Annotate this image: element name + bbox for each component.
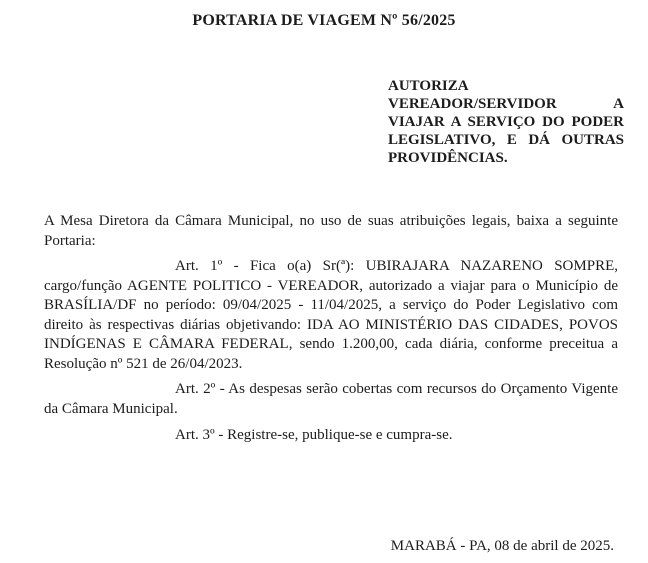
article-3-paragraph: Art. 3º - Registre-se, publique-se e cumpra-se. <box>175 427 453 443</box>
ementa-summary: AUTORIZA VEREADOR/SERVIDOR A VIAJAR A SERVIÇO DO PODER LEGISLATIVO, E DÁ OUTRAS PROVIDÊNCIAS. <box>388 78 624 166</box>
preamble-paragraph: A Mesa Diretora da Câmara Municipal, no uso de suas atribuições legais, baixa a seguinte Portaria: <box>44 213 618 249</box>
article-2-paragraph: Art. 2º - As despesas serão cobertas com recursos do Orçamento Vigente da Câmara Municipal. <box>44 381 618 417</box>
dateline: MARABÁ - PA, 08 de abril de 2025. <box>390 537 614 554</box>
article-1-paragraph: Art. 1º - Fica o(a) Sr(ª): UBIRAJARA NAZARENO SOMPRE, cargo/função AGENTE POLITICO - VEREADOR, autorizado a viajar para o Município de BRASÍLIA/DF no período: 09/04/2025 - 11/04/2025, a serviço do Poder Legislativo com direito às respectivas diárias objetivando: IDA AO MINISTÉRIO DAS CIDADES, POVOS INDÍGENAS E CÂMARA FEDERAL, sendo 1.200,00, cada diária, conforme preceitua a Resolução nº 521 de 26/04/2023. <box>44 258 618 372</box>
document-title: PORTARIA DE VIAGEM Nº 56/2025 <box>192 12 456 29</box>
